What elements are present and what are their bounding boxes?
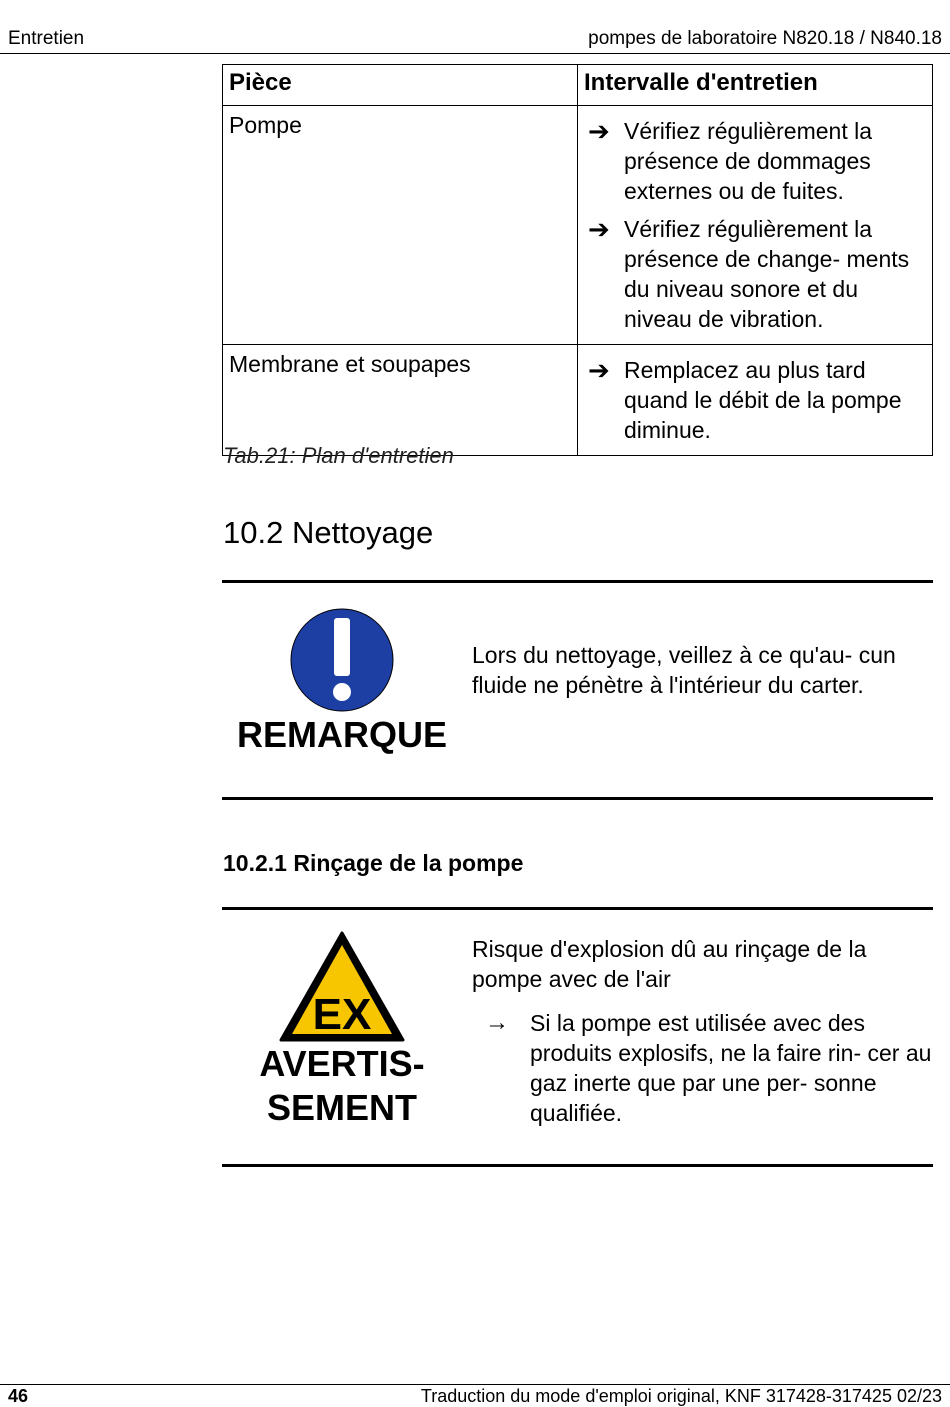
table-caption: Tab.21: Plan d'entretien: [223, 443, 454, 468]
footer-text: Traduction du mode d'emploi original, KNF 317428-317425 02/23: [420, 1386, 942, 1406]
warning-text: Risque d'explosion dû au rinçage de la pompe avec de l'air: [472, 936, 867, 992]
interval-text: Vérifiez régulièrement la présence de dommages externes ou de fuites.: [624, 118, 873, 204]
notice-top-rule: [222, 580, 933, 583]
section-heading: 10.2 Nettoyage: [223, 515, 434, 550]
interval-cell: [578, 345, 933, 456]
arrow-right-icon: →: [485, 1009, 509, 1036]
warning-step: [485, 1008, 950, 1128]
table-row: [223, 345, 933, 456]
list-item: [584, 355, 922, 445]
interval-cell: [578, 106, 933, 345]
part-cell: Membrane et soupapes: [223, 345, 578, 456]
part-cell: Pompe: [223, 106, 578, 345]
warning-step-text: Si la pompe est utilisée avec des produits explosifs, ne la faire rin- cer au gaz inerte que par une per- sonne qualifiée.: [530, 1010, 932, 1126]
warning-signal-word: [222, 1042, 462, 1130]
notice-bottom-rule: [222, 797, 933, 800]
list-item: [584, 116, 922, 206]
table-row: [223, 106, 933, 345]
warning-bottom-rule: [222, 1164, 933, 1167]
table-header-row: [223, 65, 933, 106]
list-item: [584, 214, 922, 334]
signal-word-line: AVERTIS-: [259, 1043, 425, 1084]
maintenance-table: [222, 64, 933, 456]
running-header-section: Entretien: [8, 28, 85, 49]
notice-text: Lors du nettoyage, veillez à ce qu'au- cun fluide ne pénètre à l'intérieur du carter.: [472, 642, 896, 698]
footer-rule: [0, 1384, 950, 1385]
page-number: 46: [8, 1386, 29, 1406]
header-rule: [0, 53, 950, 54]
interval-text: Remplacez au plus tard quand le débit de la pompe diminue.: [624, 357, 902, 443]
running-header-product: pompes de laboratoire N820.18 / N840.18: [588, 28, 942, 49]
arrow-right-icon: ➔: [588, 214, 610, 244]
column-header-interval: Intervalle d'entretien: [578, 65, 933, 106]
mandatory-exclamation-icon: [286, 604, 398, 716]
arrow-right-icon: ➔: [588, 116, 610, 146]
interval-text: Vérifiez régulièrement la présence de change- ments du niveau sonore et du niveau de vibration.: [624, 216, 910, 332]
warning-top-rule: [222, 907, 933, 910]
arrow-right-icon: ➔: [588, 355, 610, 385]
ex-symbol-text: EX: [312, 990, 372, 1039]
column-header-part: Pièce: [223, 65, 578, 106]
signal-word-line: SEMENT: [266, 1087, 417, 1128]
subsection-heading: 10.2.1 Rinçage de la pompe: [223, 850, 524, 876]
ex-explosion-warning-icon: [278, 930, 406, 1044]
notice-signal-word: REMARQUE: [236, 714, 447, 755]
